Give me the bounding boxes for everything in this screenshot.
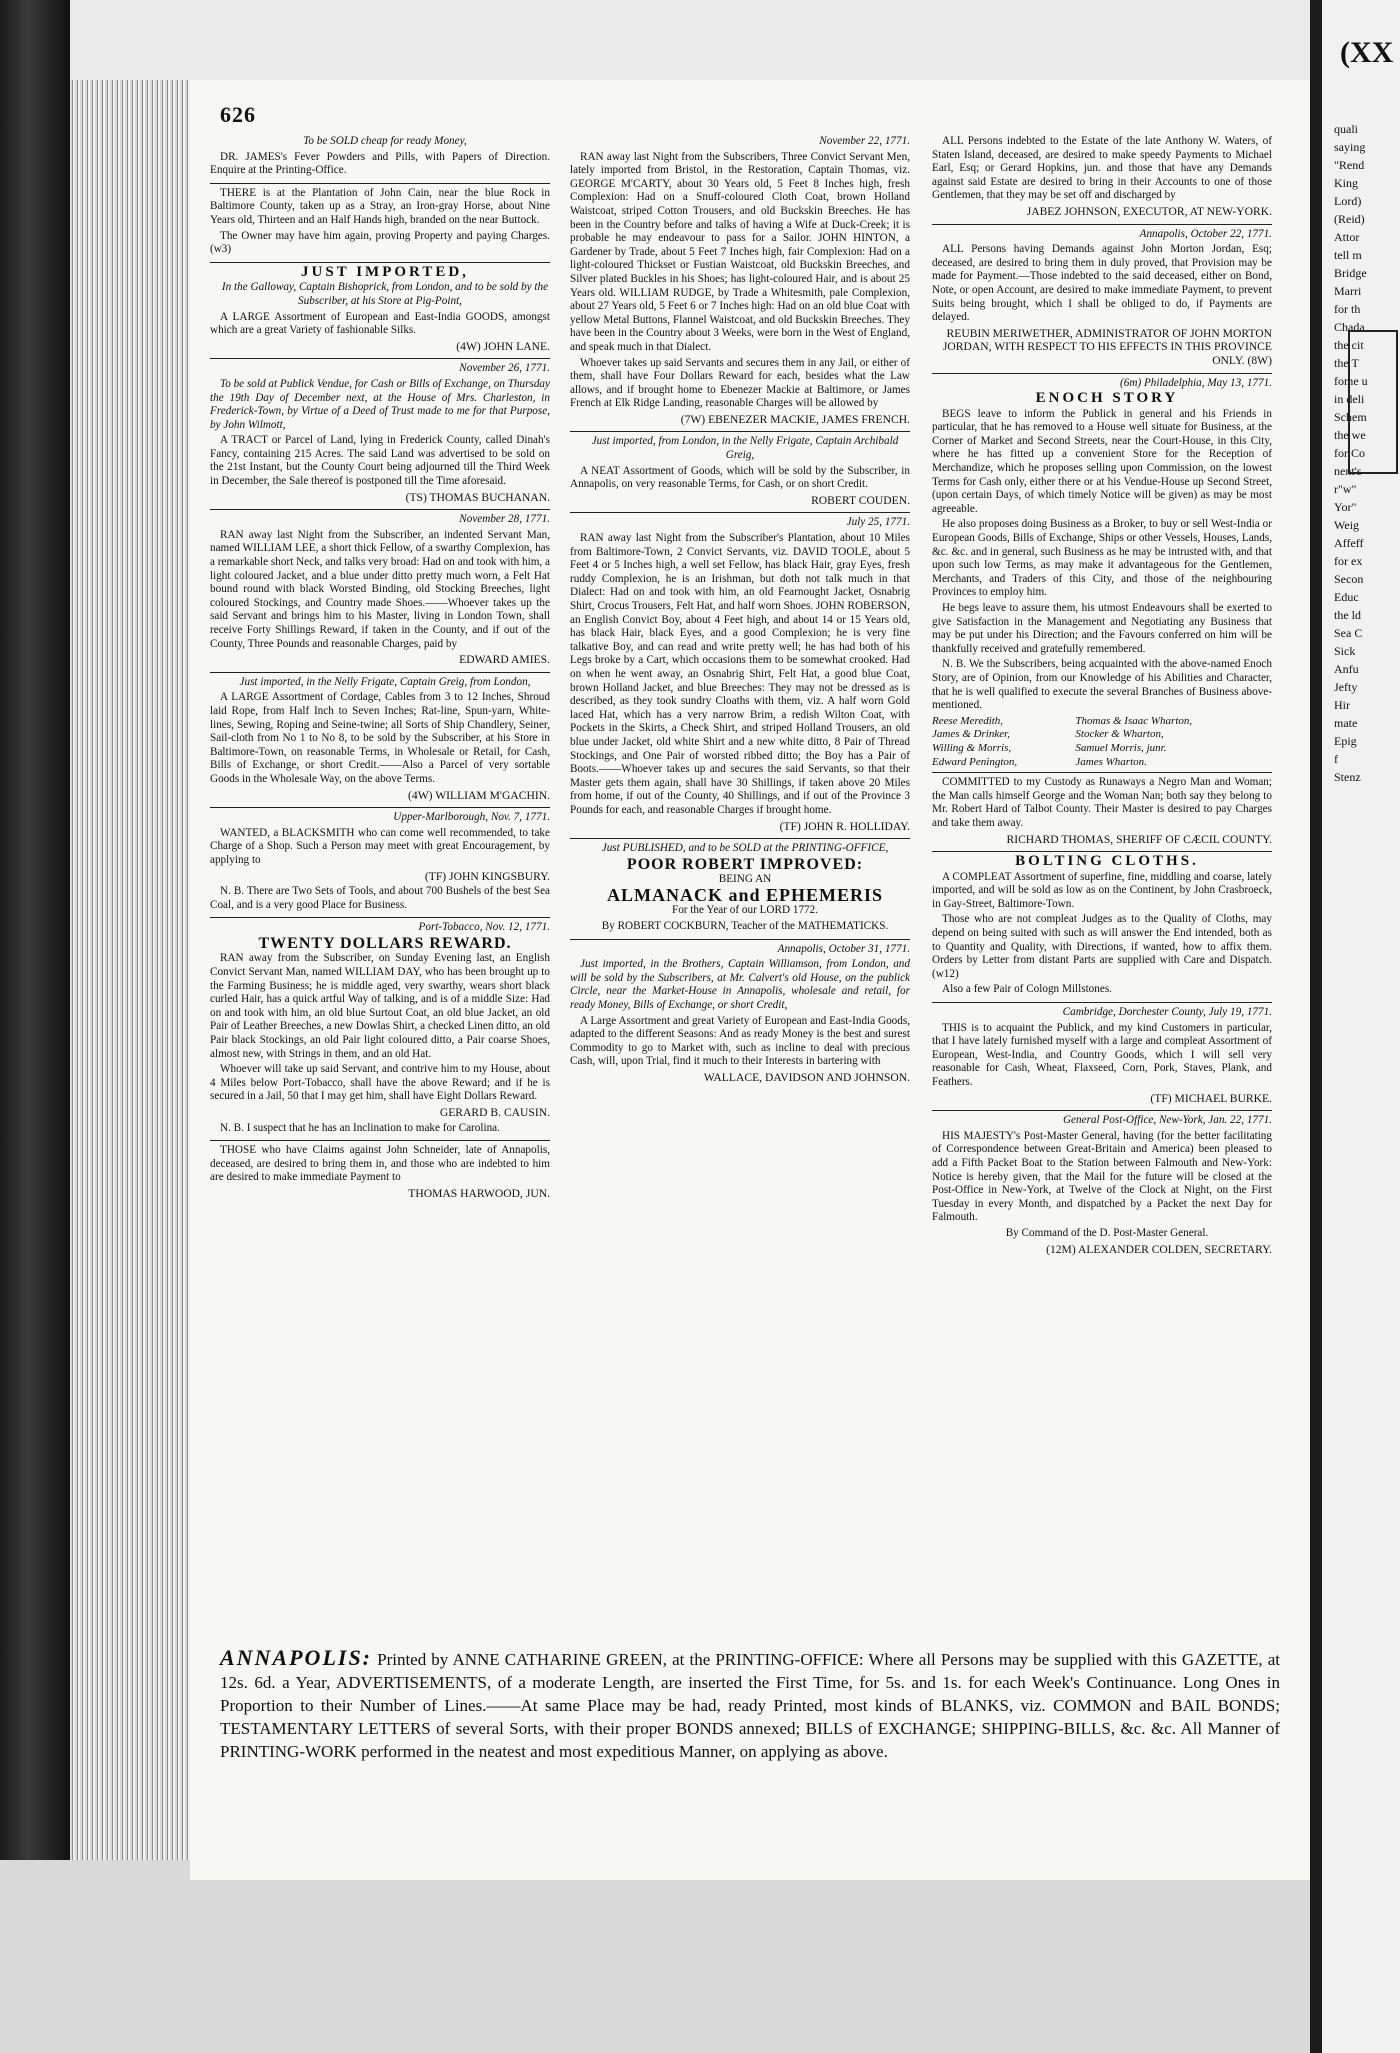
advertisement — [932, 135, 1272, 225]
ad-dateline: Annapolis, October 31, 1771. — [777, 942, 910, 955]
advertisement — [210, 676, 550, 808]
ad-text: Just imported, in the Nelly Frigate, Captain Greig, from London, — [239, 675, 531, 688]
ad-text: DR. JAMES's Fever Powders and Pills, with Papers of Direction. Enquire at the Printing-Office. — [210, 150, 550, 177]
ad-text: RAN away last Night from the Subscriber, an indented Servant Man, named WILLIAM LEE, a short thick Fellow, of a swarthy Complexion, has a remarkable short Neck, and talks very broad: Had on and took with him, a light coloured Jacket, and a blue under ditto pretty much worn, a Felt Hat bound round with black Worsted Binding, old Stocking Breeches, light coloured Stockings, and Country made Shoes.——Whoever takes up the said Servant and brings him to his Master, living in London Town, shall receive Forty Shillings Reward, if taken in the County, and if out of the County, Three Pounds and reasonable Charges, paid by — [210, 528, 550, 650]
facing-page-line: Lord) — [1334, 194, 1362, 208]
ad-text: A LARGE Assortment of Cordage, Cables from 3 to 12 Inches, Shroud laid Rope, from Half Inch to Seven Inches; Rat-line, Spun-yarn, White-lines, Sewing, Roping and Seine-twine; all Sorts of Ship Chandlery, Seiner, Sail-cloth from No 1 to No 8, to be sold by the Subscriber, at his Store in Baltimore-Town, on reasonable Terms, in Wholesale or Retail, for Cash, Bills of Exchange, or short Credit.——Also a Parcel of very sortable Goods in the Wholesale Way, on the above Terms. — [210, 691, 550, 785]
advertisement — [932, 855, 1272, 1003]
facing-page-line: the ld — [1334, 608, 1361, 622]
ad-signature: (TS) THOMAS BUCHANAN. — [405, 490, 550, 504]
ad-signature: (7W) EBENEZER MACKIE, JAMES FRENCH. — [680, 412, 910, 426]
ad-text: He begs leave to assure them, his utmost Endeavours shall be exerted to give Satisfaction in the Management and Negotiating any Business that may be put under his Direction; and the Favours conferred on him will be thankfully received and gratefully remembered. — [932, 602, 1272, 655]
facing-page-line: Stenz — [1334, 770, 1361, 784]
subscriber-name: Stocker & Wharton, — [1075, 728, 1164, 741]
ad-text: BEGS leave to inform the Publick in general and his Friends in particular, that he has removed to a House well situate for Business, at the Corner of Market and Second Streets, near the Court-House, in this City, where he has fitted up a convenient Store for the Reception of Merchandize, which he proposes selling upon Commission, on the lowest Terms for Cash only, either there or at his Vendue-House up Second Street, (upon certain Days, of which timely Notice will be given) as may be most agreeable. — [932, 407, 1272, 515]
facing-page-line: mate — [1334, 716, 1358, 730]
ad-signature: REUBIN MERIWETHER, ADMINISTRATOR OF JOHN MORTON JORDAN, WITH RESPECT TO HIS EFFECTS IN THIS PROVINCE ONLY. (8W) — [942, 326, 1272, 367]
column-2 — [570, 135, 910, 1093]
ad-text: THERE is at the Plantation of John Cain, near the blue Rock in Baltimore County, taken up as a Stray, an Iron-gray Horse, about Nine Years old, Thirteen and an Half Hands high, branded on the near Buttock. — [210, 186, 550, 226]
ad-dateline: Port-Tobacco, Nov. 12, 1771. — [418, 921, 550, 934]
advertisement — [210, 1144, 550, 1205]
ad-heading: JUST IMPORTED, — [301, 263, 469, 280]
ad-signature: (4W) JOHN LANE. — [456, 339, 550, 353]
ad-heading: BOLTING CLOTHS. — [1015, 853, 1199, 870]
advertisement — [932, 1114, 1272, 1261]
subscriber-name: James Wharton. — [1075, 755, 1147, 768]
facing-page-line: f — [1334, 752, 1338, 766]
ad-dateline: Annapolis, October 22, 1771. — [1139, 227, 1272, 240]
facing-page-line: the T — [1334, 356, 1359, 370]
advertisement — [570, 943, 910, 1090]
ad-text: ALL Persons indebted to the Estate of the late Anthony W. Waters, of Staten Island, deceased, are desired to make speedy Payments to Michael Earl, Esq; or Gerard Hopkins, jun. and those that have any Demands against said Estate are desired to bring in their Accounts to one of those Gentlemen, that they may be set off and discharged by — [932, 135, 1272, 202]
subscriber-name: Samuel Morris, junr. — [1075, 741, 1167, 754]
scan-background — [0, 1860, 1400, 2053]
newspaper-page — [190, 80, 1310, 1880]
facing-page-line: (Reid) — [1334, 212, 1365, 226]
facing-page-line: Sick — [1334, 644, 1356, 658]
facing-page-line: the we — [1334, 428, 1366, 442]
colophon-imprint — [220, 1646, 1280, 1763]
subscriber-name: Thomas & Isaac Wharton, — [1075, 714, 1193, 727]
ad-dateline: Upper-Marlborough, Nov. 7, 1771. — [393, 811, 550, 824]
facing-page-line: for th — [1334, 302, 1361, 316]
facing-page-line: Bridge — [1334, 266, 1367, 280]
ad-text: HIS MAJESTY's Post-Master General, having (for the better facilitating of Correspondence between Great-Britain and America) been pleased to add a Fifth Packet Boat to the Station between Falmouth and New-York: Notice is hereby given, that the Mail for the future will be closed at the Post-Office in New-York, at Twelve of the Clock at Night, on the First Tuesday in every Month, and dispatched by a Packet the next Day for Falmouth. — [932, 1129, 1272, 1224]
facing-page-line: Anfu — [1334, 662, 1359, 676]
ad-text: N. B. We the Subscribers, being acquainted with the above-named Enoch Story, are of Opinion, from our Knowledge of his Abilities and Character, that he is well qualified to execute the several Branches of Business above-mentioned. — [932, 658, 1272, 712]
ad-dateline: July 25, 1771. — [846, 516, 910, 529]
ad-signature: GERARD B. CAUSIN. — [439, 1106, 550, 1119]
ad-text: A Large Assortment and great Variety of European and East-India Goods, adapted to the different Seasons: And as ready Money is the best and surest Commodity to go to Market with, such as incline to deal with precious Cash, will, upon Trial, find it much to their Interests in bartering with — [570, 1014, 910, 1068]
ad-signature: (12M) ALEXANDER COLDEN, SECRETARY. — [1046, 1242, 1272, 1256]
ad-signature: RICHARD THOMAS, SHERIFF OF CÆCIL COUNTY. — [1006, 832, 1272, 846]
ad-text: By ROBERT COCKBURN, Teacher of the MATHEMATICKS. — [601, 920, 889, 933]
ad-text: Those who are not compleat Judges as to the Quality of Cloths, may depend on being suited with such as will answer the End intended, both as to Quantity and Quality, with Directions, if wanted, how to affix them. Orders by Letter from distant Parts are supplied with Care and Dispatch. (w12) — [932, 913, 1272, 980]
advertisement — [932, 228, 1272, 374]
facing-page-line: for Co — [1334, 446, 1365, 460]
ad-text: RAN away last Night from the Subscribers, Three Convict Servant Men, lately imported from Bristol, in the Restoration, Captain Thomas, viz. GEORGE M'CARTY, about 30 Years old, 5 Feet 8 Inches high, fresh Complexion: Had on a Snuff-coloured Cloth Coat, brown Holland Waistcoat, striped Cotton Trousers, and old Buckskin Breeches. He has been in the Country before and talks of having a Wife at Duck-Creek; it is probable he may endeavour to pass for a Sailor. JOHN HINTON, a Gardener by Trade, about 5 Feet 7 Inches high, fair Complexion: Had on a light-coloured Thickset or Fustian Waistcoat, old Buckskin Breeches, and Silver plated Buckles in his Shoes; has light-coloured Hair, and is about 25 Years old. WILLIAM RUDGE, by Trade a Whitesmith, pale Complexion, about 27 Years old, 5 Feet 6 or 7 Inches high: Had on an old blue Coat with yellow Metal Buttons, Flannel Waistcoat, and old Buckskin Breeches. They have been in the Country about 3 Weeks, were born in the West of England, and speak much in that Dialect. — [570, 150, 910, 353]
ad-text: Just imported, from London, in the Nelly Frigate, Captain Archibald Greig, — [591, 435, 899, 462]
ad-heading: POOR ROBERT IMPROVED: — [626, 855, 864, 873]
subscriber-name: Edward Penington, — [932, 755, 1018, 768]
ad-heading: ALMANACK and EPHEMERIS — [606, 884, 884, 905]
ad-text: Also a few Pair of Cologn Millstones. — [942, 983, 1112, 996]
imprint-text: Printed by ANNE CATHARINE GREEN, at the PRINTING-OFFICE: Where all Persons may be supplied with this GAZETTE, at 12s. 6d. a Year, ADVERTISEMENTS, of a moderate Length, are inserted the First Time, for 5s. and 1s. for each Week's Continuance. Long Ones in Proportion to their Number of Lines.——At same Place may be had, ready Printed, most kinds of BLANKS, viz. COMMON and BAIL BONDS; TESTAMENTARY LETTERS of several Sorts, with their proper BONDS annexed; BILLS of EXCHANGE; SHIPPING-BILLS, &c. &c. All Manner of PRINTING-WORK performed in the neatest and most expeditious Manner, on applying as above. — [220, 1650, 1281, 1761]
ad-text: In the Galloway, Captain Bishoprick, from London, and to be sold by the Subscriber, at his Store at Pig-Point, — [221, 281, 549, 307]
facing-page — [1322, 0, 1400, 2053]
column-1 — [210, 135, 550, 1209]
ad-signature: THOMAS HARWOOD, JUN. — [408, 1186, 550, 1200]
facing-page-line: "Rend — [1334, 158, 1365, 172]
ad-text: For the Year of our LORD 1772. — [671, 904, 819, 917]
advertisement — [210, 811, 550, 918]
advertisement — [210, 362, 550, 510]
subscriber-name: Willing & Morris, — [932, 741, 1012, 754]
ad-signature: (TF) JOHN R. HOLLIDAY. — [779, 819, 910, 833]
facing-page-line: fome u — [1334, 374, 1368, 388]
ad-signature: EDWARD AMIES. — [459, 653, 550, 667]
facing-page-line: saying — [1334, 140, 1366, 154]
ad-dateline: November 22, 1771. — [819, 135, 910, 147]
facing-page-line: Yor" — [1334, 500, 1357, 514]
ad-text: Just imported, in the Brothers, Captain Williamson, from London, and will be sold by the Subscribers, at Mr. Calvert's old House, on the publick Circle, near the Market-House in Annapolis, wholesale and retail, for ready Money, Bills of Exchange, or short Credit, — [570, 958, 910, 1012]
page-edges — [70, 80, 190, 1880]
facing-page-line: quali — [1334, 122, 1358, 136]
facing-page-ornament — [1348, 330, 1398, 474]
ad-text: The Owner may have him again, proving Property and paying Charges. (w3) — [210, 229, 550, 256]
facing-page-line: Hir — [1334, 698, 1350, 712]
ad-signature: ROBERT COUDEN. — [811, 493, 910, 507]
subscriber-name: Reese Meredith, — [932, 714, 1004, 727]
ad-text: A TRACT or Parcel of Land, lying in Frederick County, called Dinah's Fancy, containing 215 Acres. The said Land was advertised to be sold on the 21st Instant, but the County Court being adjourned till the Third Week in December, the Sale thereof is postponed till the Time aforesaid. — [210, 434, 550, 488]
advertisement — [210, 187, 550, 263]
ad-text: A NEAT Assortment of Goods, which will be sold by the Subscriber, in Annapolis, on very reasonable Terms, for Cash, or on short Credit. — [570, 464, 910, 491]
facing-page-line: Marri — [1334, 284, 1362, 298]
ad-text: BEING AN — [718, 873, 772, 886]
facing-page-line: Jefty — [1334, 680, 1358, 694]
ad-text: RAN away last Night from the Subscriber's Plantation, about 10 Miles from Baltimore-Town, 2 Convict Servants, viz. DAVID TOOLE, about 5 Feet 4 or 5 Inches high, a well set Fellow, has black Hair, gray Eyes, fresh ruddy Complexion, he is an Irishman, but doth not talk much in that Dialect: Had on and took with him, an old Fearnought Jacket, Osnabrig Shirt, Crocus Trousers, Felt Hat, and half worn Shoes. JOHN ROBERSON, an English Convict Boy, about 4 Feet high, and about 14 or 15 Years old, has black Hair, black Eyes, and a good Complexion; he is very fine talkative Boy, and can read and write pretty well; he has had both of his Legs broke by a Cart, which occasions them to be somewhat crooked. Had on when he went away, an Osnabrig Shirt, Felt Hat, a good blue Coat, brown Holland Jacket, and blue Breeches: They may not be dressed as is described, as they took sundry Cloaths with them, viz. A half worn Gold laced Hat, which has a very narrow Brim, a redish Wilton Coat, with Pockets in the Skirts, a Check Shirt, and striped Holland Trousers, an old blue under Jacket, old white Shirt and a new white ditto, 8 Pair of Thread Stockings, and One Pair of worsted ribbed ditto; the Boy has a Pair of Boots.——Whoever takes up and secures the said Servants, so that their Master gets them again, shall have 30 Shillings, if taken above 20 Miles from home, if out of the County, 40 Shillings, and if out of the Province 3 Pounds for each, and reasonable Charges if brought home. — [570, 532, 910, 816]
ad-signature: JABEZ JOHNSON, EXECUTOR, AT NEW-YORK. — [1026, 204, 1272, 218]
advertisement — [570, 842, 910, 940]
facing-page-line: Affeff — [1334, 536, 1364, 550]
facing-page-line: r"w" — [1334, 482, 1357, 496]
ad-dateline: November 26, 1771. — [459, 362, 550, 375]
advertisement — [932, 377, 1272, 774]
advertisement — [210, 263, 550, 360]
ad-text: N. B. There are Two Sets of Tools, and about 700 Bushels of the best Sea Coal, and is a very good Place for Business. — [210, 885, 550, 911]
book-spine — [0, 0, 70, 2053]
facing-page-header: (XX — [1340, 36, 1394, 69]
ad-signature: (4W) WILLIAM M'GACHIN. — [408, 788, 550, 802]
page-number: 626 — [220, 102, 256, 127]
ad-text: ALL Persons having Demands against John Morton Jordan, Esq; deceased, are desired to bring them in duly proved, that Provision may be made for Payment.—Those indebted to the said deceased, either on Bond, Note, or open Account, are desired to make immediate Payment, to prevent Suits being brought, which I shall be obliged to do, if Payments are delayed. — [932, 243, 1272, 324]
subscriber-names — [932, 715, 1272, 769]
advertisement — [210, 135, 550, 184]
advertisement — [570, 135, 910, 432]
ad-signature: (TF) JOHN KINGSBURY. — [424, 869, 550, 883]
ad-text: Just PUBLISHED, and to be SOLD at the PRINTING-OFFICE, — [601, 842, 889, 855]
facing-page-line: nent's — [1334, 464, 1362, 478]
facing-page-line: Chada — [1334, 320, 1365, 334]
advertisement — [210, 513, 550, 673]
facing-page-line: tell m — [1334, 248, 1362, 262]
ad-text: THOSE who have Claims against John Schneider, late of Annapolis, deceased, are desired to bring them in, and those who are indebted to him are desired to make immediate Payment to — [210, 1144, 550, 1184]
ad-text: N. B. I suspect that he has an Inclination to make for Carolina. — [220, 1121, 500, 1134]
subscriber-name: James & Drinker, — [932, 728, 1010, 741]
facing-page-line: Schem — [1334, 410, 1367, 424]
ad-signature: (TF) MICHAEL BURKE. — [1150, 1091, 1272, 1105]
advertisement — [570, 435, 910, 513]
facing-page-line: Epig — [1334, 734, 1357, 748]
ad-text: To be sold at Publick Vendue, for Cash or Bills of Exchange, on Thursday the 19th Day of December next, at the House of Mrs. Charleston, in Frederick-Town, by Virtue of a Deed of Trust made to me for that Purpose, by John Wilmott, — [210, 377, 550, 431]
ad-dateline: (6m) Philadelphia, May 13, 1771. — [1120, 376, 1272, 389]
ad-dateline: November 28, 1771. — [459, 513, 550, 526]
ad-heading: TWENTY DOLLARS REWARD. — [258, 934, 512, 952]
facing-page-line: for ex — [1334, 554, 1363, 568]
advertisement — [570, 516, 910, 839]
ad-text: Whoever takes up said Servants and secures them in any Jail, or either of them, shall have Four Dollars Reward for each, besides what the Law allows, and if brought home to Ebenezer Mackie at Baltimore, or James French at Elk Ridge Landing, reasonable Charges will be allowed by — [570, 356, 910, 410]
facing-page-line: Educ — [1334, 590, 1359, 604]
ad-text: By Command of the D. Post-Master General. — [1005, 1226, 1209, 1239]
facing-page-line: the cit — [1334, 338, 1364, 352]
imprint-town: ANNAPOLIS: — [220, 1645, 373, 1670]
advertisement — [932, 776, 1272, 852]
advertisement — [932, 1006, 1272, 1111]
ad-signature: WALLACE, DAVIDSON AND JOHNSON. — [703, 1071, 910, 1084]
column-3 — [932, 135, 1272, 1264]
ad-text: A COMPLEAT Assortment of superfine, fine, middling and coarse, lately imported, and will be sold as low as on the Continent, by John Crasbroeck, in Gay-Street, Baltimore-Town. — [932, 870, 1272, 910]
ad-text: RAN away from the Subscriber, on Sunday Evening last, an English Convict Servant Man, named WILLIAM DAY, who has been brought up to the Farming Business; he is middle aged, very swarthy, wears short black curled Hair, has a quick artful Way of talking, and is of a middle Size: Had on and took with him, an old blue Surtout Coat, an old blue Jacket, an old Pair of Leather Breeches, a new Dowlas Shirt, a checked Linen ditto, an old Pair black Stockings, an old Pair light coloured ditto, a Pair coarse Shoes, almost new, with Strings in them, and an old Hat. — [210, 952, 550, 1060]
ad-dateline: Cambridge, Dorchester County, July 19, 1771. — [1062, 1006, 1272, 1019]
facing-page-line: Secon — [1334, 572, 1364, 586]
facing-page-line: Sea C — [1334, 626, 1363, 640]
ad-text: A LARGE Assortment of European and East-India GOODS, amongst which are a great Variety of fashionable Silks. — [210, 310, 550, 337]
ad-text: COMMITTED to my Custody as Runaways a Negro Man and Woman; the Man calls himself George and the Woman Nan; both say they belong to Mr. Robert Hard of Talbot County. Their Master is desired to pay Charges and take them away. — [932, 776, 1272, 829]
facing-page-line: Weig — [1334, 518, 1360, 532]
facing-page-line: Attor — [1334, 230, 1360, 244]
ad-dateline: General Post-Office, New-York, Jan. 22, 1771. — [1062, 1114, 1272, 1127]
ad-text: THIS is to acquaint the Publick, and my kind Customers in particular, that I have lately furnished myself with a large and compleat Assortment of European, West-India, and Country Goods, which I will sell very reasonable for Cash, Wheat, Flaxseed, Corn, Pork, Staves, Plank, and Feathers. — [932, 1021, 1272, 1088]
ad-heading: ENOCH STORY — [1035, 390, 1179, 407]
gutter — [1310, 0, 1322, 2053]
ad-text: WANTED, a BLACKSMITH who can come well recommended, to take Charge of a Shop. Such a Person may meet with great Encouragement, by applying to — [210, 826, 550, 866]
ad-text: Whoever will take up said Servant, and contrive him to my House, about 4 Miles below Port-Tobacco, shall have the above Reward; and if he is secured in a Jail, 50 that I may get him, shall have Eight Dollars Reward. — [210, 1063, 550, 1103]
ad-text: He also proposes doing Business as a Broker, to buy or sell West-India or European Goods, Bills of Exchange, Ships or other Vessels, Houses, Lands, &c. &c. and in general, such Business as he may be intrusted with, and that upon such low Terms, as may make it advantageous for the Gentlemen, Merchants, and Traders of this City, and those of the neighbouring Provinces to employ him. — [932, 518, 1272, 599]
ad-text: To be SOLD cheap for ready Money, — [303, 135, 467, 147]
facing-page-line: in deli — [1334, 392, 1365, 406]
facing-page-line: King — [1334, 176, 1358, 190]
advertisement — [210, 921, 550, 1141]
